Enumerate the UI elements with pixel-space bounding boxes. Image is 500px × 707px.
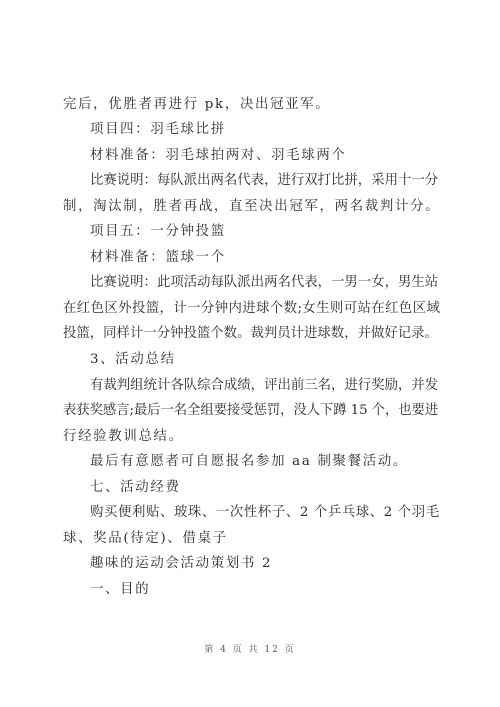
text-line-1: 完后，优胜者再进行 pk，决出冠亚军。 bbox=[63, 97, 331, 112]
text-line-12: 有裁判组统计各队综合成绩，评出前三名，进行奖励，并发 bbox=[90, 378, 439, 393]
text-line-7: 材料准备：篮球一个 bbox=[90, 250, 226, 265]
text-line-4: 比赛说明：每队派出两名代表，进行双打比拼，采用十一分 bbox=[90, 173, 439, 188]
text-line-3: 材料准备：羽毛球拍两对、羽毛球两个 bbox=[90, 148, 347, 163]
text-line-16: 七、活动经费 bbox=[90, 480, 181, 495]
text-line-19: 趣味的运动会活动策划书 2 bbox=[90, 556, 273, 571]
text-line-15: 最后有意愿者可自愿报名参加 aa 制聚餐活动。 bbox=[90, 454, 409, 469]
text-line-9: 在红色区外投篮，计一分钟内进球个数;女生则可站在红色区域 bbox=[63, 301, 441, 316]
page-number-footer: 第 4 页 共 12 页 bbox=[204, 645, 296, 655]
text-line-2: 项目四：羽毛球比拼 bbox=[90, 122, 226, 137]
text-line-6: 项目五：一分钟投篮 bbox=[90, 224, 226, 239]
text-line-8: 比赛说明：此项活动每队派出两名代表，一男一女，男生站 bbox=[90, 275, 439, 290]
text-line-18: 球、奖品(待定)、借桌子 bbox=[63, 531, 228, 546]
text-line-20: 一、目的 bbox=[90, 582, 151, 597]
text-line-14: 行经验教训总结。 bbox=[63, 429, 184, 444]
text-line-10: 投篮，同样计一分钟投篮个数。裁判员计进球数，并做好记录。 bbox=[63, 326, 438, 341]
text-line-17: 购买便利贴、玻珠、一次性杯子、2 个乒乓球、2 个羽毛 bbox=[90, 505, 440, 520]
text-line-11: 3、活动总结 bbox=[90, 352, 176, 367]
text-line-5: 制，淘汰制，胜者再战，直至决出冠军，两名裁判计分。 bbox=[63, 199, 441, 214]
text-line-13: 表获奖感言;最后一名全组要接受惩罚，没人下蹲 15 个，也要进 bbox=[63, 403, 439, 418]
